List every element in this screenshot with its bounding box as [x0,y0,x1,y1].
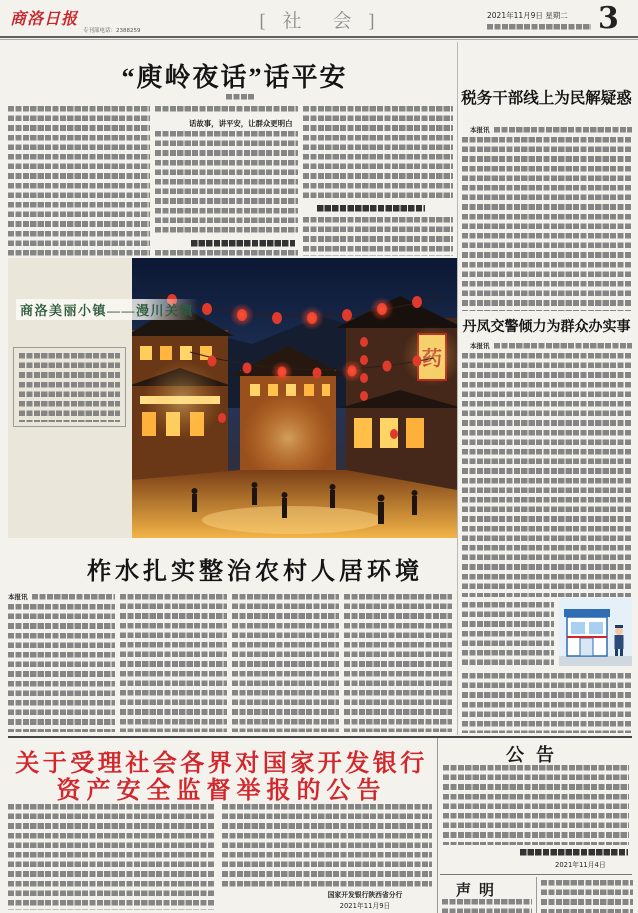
article-body-text [32,594,115,600]
zhashui-column-3 [232,594,339,732]
pharmacy-sign-text: 药 [422,348,442,370]
article-body-text [155,250,298,256]
lead-column-3 [303,106,453,256]
article-body-text [232,594,339,732]
zhashui-column-2 [120,594,227,732]
article-body-text [494,343,632,349]
photo-left-building [132,304,234,480]
article-body-text [8,106,150,256]
notice-body-text [8,804,214,910]
lead-column-2 [155,106,298,256]
header-rule [0,36,638,38]
column-divider [437,738,438,913]
statement-notice-box [536,877,633,913]
public-notice-date: 2021年11月4日 [555,861,606,869]
bank-notice-date: 2021年11月9日 [339,902,391,910]
tax-headline: 税务干部线上为民解疑惑 [461,90,632,107]
traffic-headline: 丹凤交警倾力为群众办实事 [462,320,631,335]
article-body-text [155,131,298,235]
notice-body-text [222,804,432,888]
statement-title: 声明 [456,883,503,899]
section-rule [8,736,632,738]
issue-date: 2021年11月9日 星期二 [487,11,568,20]
column-divider [457,42,458,735]
bank-notice-title-line-1: 关于受理社会各界对国家开发银行 [15,751,428,777]
illustration-ground [559,656,632,666]
booth-door [580,638,593,656]
public-notice-signatory [520,849,628,856]
section-label: [ 社 会 ] [259,11,381,32]
traffic-police-station-illustration [559,598,632,666]
article-body-text [344,594,452,732]
editor-credits-line [487,24,591,30]
article-body-text [120,594,227,732]
lead-byline [226,94,254,100]
zhashui-column-1 [8,594,115,732]
lead-subhead-1: 话故事，讲平安，让群众更明白 [189,119,293,128]
photo-right-building [336,296,457,490]
article-body-text [303,217,453,256]
bank-notice-issuer: 国家开发银行陕西省分行 [327,891,403,899]
bank-notice-column-2 [222,804,432,888]
article-body-text [155,106,298,114]
lead-subhead-3 [317,205,425,212]
traffic-article-body [462,343,632,735]
article-body-text [303,106,453,200]
newspaper-logo: 商洛日报 [10,11,79,28]
public-notice-body [443,765,629,845]
public-notice-title: 公告 [506,745,566,765]
dateline: 本报讯 [8,593,28,601]
article-body-text [462,673,632,733]
booth-roof [564,609,610,617]
dateline: 本报讯 [470,126,490,134]
photo-caption-text [19,353,120,422]
statement-body-text [541,880,633,913]
statement-body-text [442,899,532,913]
section-rule [440,874,632,875]
zhashui-column-4 [344,594,452,732]
article-body-text [8,604,115,732]
page-number: 3 [598,1,619,36]
editorial-phone: 专刊部电话：2388259 [83,28,141,34]
lead-headline: “庾岭夜话”话平安 [121,63,348,92]
article-body-text [462,137,632,311]
bank-notice-column-1 [8,804,214,910]
lead-subhead-2 [191,240,295,247]
bank-notice-title-line-2: 资产安全监督举报的公告 [56,778,387,804]
booth-window [571,622,585,634]
photo-caption-box [13,347,126,427]
booth-stripe [567,636,607,638]
tax-article-body [462,127,632,311]
photo-feature-title: 商洛美丽小镇——漫川关镇 [16,299,198,320]
zhashui-headline: 柞水扎实整治农村人居环境 [87,559,423,585]
article-body-text [494,127,632,133]
article-body-text [462,353,632,597]
notice-body-text [443,765,629,845]
header-rule-thin [0,39,638,40]
article-body-text [462,602,554,669]
lead-column-1 [8,106,150,256]
booth-window [589,622,603,634]
dateline: 本报讯 [470,342,490,350]
